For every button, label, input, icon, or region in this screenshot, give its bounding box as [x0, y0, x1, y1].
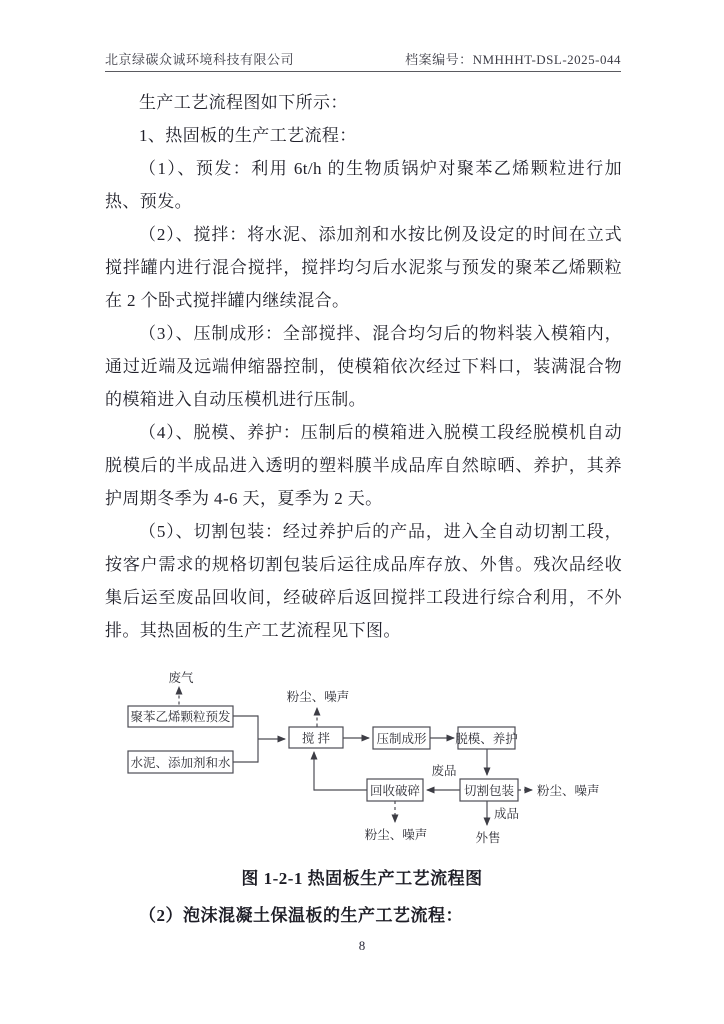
box-pre-expand-label: 聚苯乙烯颗粒预发 — [130, 710, 231, 724]
box-demold-label: 脱模、养护 — [455, 732, 518, 746]
label-product: 成品 — [494, 807, 520, 821]
paragraph-step4: （4）、脱模、养护：压制后的模箱进入脱模工段经脱模机自动脱模后的半成品进入透明的塑料膜半成品库自然晾晒、养护，其养护周期冬季为 4-6 天，夏季为 2 天。 — [105, 423, 622, 508]
paragraph-step2: （2）、搅拌：将水泥、添加剂和水按比例及设定的时间在立式搅拌罐内进行混合搅拌，搅拌均匀后水泥浆与预发的聚苯乙烯颗粒在 2 个卧式搅拌罐内继续混合。 — [105, 225, 622, 310]
box-cut-label: 切割包装 — [463, 784, 515, 798]
label-waste: 废品 — [431, 764, 457, 778]
paragraph-step5: （5）、切割包装：经过养护后的产品，进入全自动切割工段，按客户需求的规格切割包装后运往成品库存放、外售。残次品经收集后运至废品回收间，经破碎后返回搅拌工段进行综合利用，不外排。其热固板的生产工艺流程见下图。 — [105, 522, 622, 640]
box-recycle-label: 回收破碎 — [369, 784, 421, 798]
label-sale: 外售 — [475, 831, 501, 845]
box-press-label: 压制成形 — [376, 732, 427, 746]
body-text — [105, 86, 622, 647]
label-dust-noise-bottom: 粉尘、噪声 — [364, 828, 428, 842]
paragraph-step3: （3）、压制成形：全部搅拌、混合均匀后的物料装入模箱内，通过近端及远端伸缩器控制，使模箱依次经过下料口，装满混合物的模箱进入自动压模机进行压制。 — [105, 324, 622, 409]
page-header — [105, 49, 621, 68]
header-divider — [105, 71, 621, 72]
process-flow-diagram — [100, 656, 624, 856]
paragraph-intro: 生产工艺流程图如下所示： — [139, 93, 348, 112]
page-number: 8 — [358, 938, 366, 953]
label-waste-gas: 废气 — [168, 671, 194, 685]
label-dust-noise-top: 粉尘、噪声 — [286, 690, 350, 704]
box-cement-label: 水泥、添加剂和水 — [130, 756, 231, 770]
paragraph-item1-title: 1、热固板的生产工艺流程： — [139, 126, 357, 145]
box-mix-label: 搅 拌 — [301, 731, 331, 746]
figure-caption: 图 1-2-1 热固板生产工艺流程图 — [241, 869, 483, 888]
header-company-name: 北京绿碳众诚环境科技有限公司 — [105, 52, 295, 67]
header-doc-number: 档案编号：NMHHHT-DSL-2025-044 — [405, 52, 621, 67]
label-dust-noise-right: 粉尘、噪声 — [537, 784, 600, 798]
section2-title: （2）泡沫混凝土保温板的生产工艺流程： — [139, 906, 463, 925]
paragraph-step1: （1）、预发：利用 6t/h 的生物质锅炉对聚苯乙烯颗粒进行加热、预发。 — [105, 159, 622, 211]
